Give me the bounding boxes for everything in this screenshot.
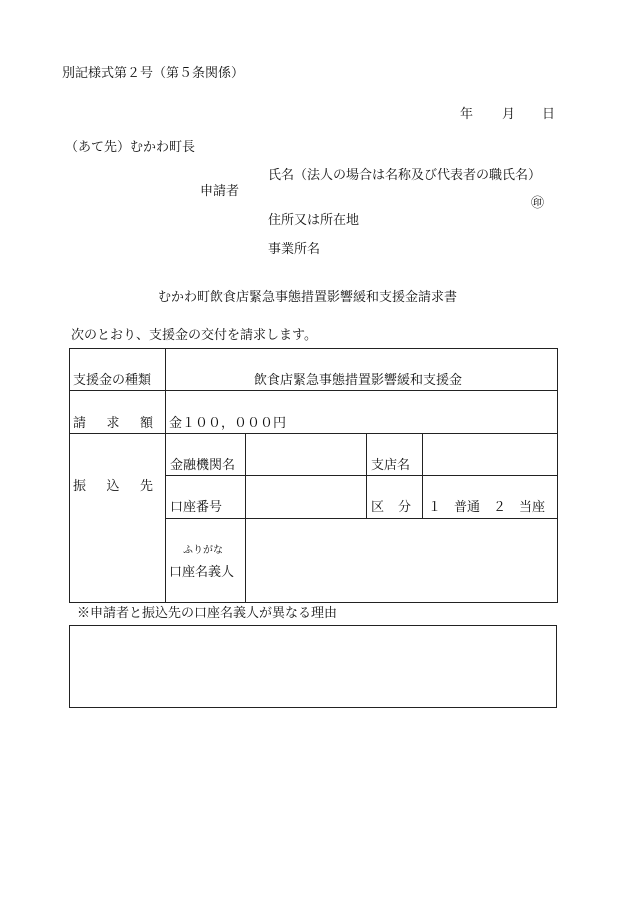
addressee: （あて先）むかわ町長 [65, 140, 196, 155]
applicant-label: 申請者 [200, 184, 240, 199]
reason-label: ※申請者と振込先の口座名義人が異なる理由 [77, 606, 338, 621]
category-label: 区 分 [371, 500, 411, 515]
applicant-name-label: 氏名（法人の場合は名称及び代表者の職氏名） [268, 168, 542, 183]
transfer-label: 振 込 先 [73, 479, 153, 494]
applicant-address-label: 住所又は所在地 [268, 213, 360, 228]
account-number-label: 口座番号 [170, 500, 223, 515]
furigana-label: ふりがな [183, 545, 223, 556]
branch-label: 支店名 [371, 458, 411, 473]
amount-label: 請 求 額 [73, 416, 153, 431]
date-year: 年 [460, 107, 474, 122]
amount-value: 金１００，０００円 [169, 416, 287, 431]
document-title: むかわ町飲食店緊急事態措置影響緩和支援金請求書 [158, 290, 458, 305]
seal-mark: ㊞ [531, 196, 545, 211]
type-label: 支援金の種類 [73, 373, 152, 388]
account-holder-label: 口座名義人 [169, 565, 235, 580]
reason-box[interactable] [69, 625, 557, 708]
type-value: 飲食店緊急事態措置影響緩和支援金 [254, 373, 463, 388]
bank-label: 金融機関名 [170, 458, 236, 473]
form-number: 別記様式第２号（第５条関係） [62, 66, 245, 81]
date-day: 日 [542, 107, 556, 122]
intro-text: 次のとおり、支援金の交付を請求します。 [71, 328, 317, 343]
category-value: １ 普通 ２ 当座 [428, 500, 546, 515]
applicant-office-label: 事業所名 [268, 242, 321, 257]
date-month: 月 [502, 107, 516, 122]
